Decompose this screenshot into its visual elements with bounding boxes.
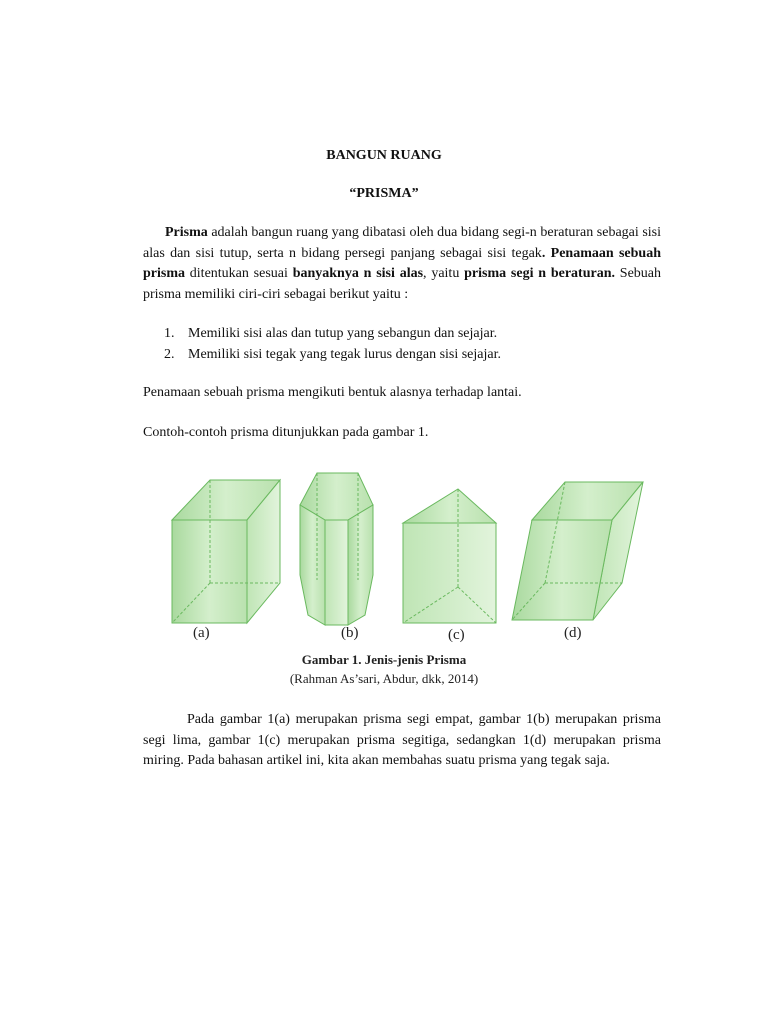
term-penamaan: Penamaan sebuah prisma (143, 245, 662, 281)
prism-b-pentagonal (300, 473, 373, 625)
prism-c-triangular (403, 489, 496, 623)
prism-illustrations (160, 465, 660, 645)
list-item: 2. Memiliki sisi tegak yang tegak lurus dengan sisi sejajar. (164, 346, 501, 362)
prism-a-square (172, 480, 280, 623)
term-prisma-segi-n: prisma segi n beraturan. (464, 266, 616, 281)
label-b: (b) (341, 625, 359, 641)
examples-paragraph: Contoh-contoh prisma ditunjukkan pada gambar 1. (143, 425, 429, 440)
term-banyaknya: banyaknya n sisi alas (292, 266, 424, 281)
naming-paragraph: Penamaan sebuah prisma mengikuti bentuk alasnya terhadap lantai. (143, 385, 522, 400)
prism-d-oblique (512, 482, 643, 620)
label-d: (d) (564, 625, 582, 641)
document-subtitle: “PRISMA” (349, 186, 419, 201)
figure-caption: Gambar 1. Jenis-jenis Prisma (301, 652, 467, 667)
list-item: 1. Memiliki sisi alas dan tutup yang sebangun dan sejajar. (164, 326, 498, 341)
label-c: (c) (448, 627, 465, 643)
label-a: (a) (193, 625, 210, 641)
intro-paragraph: Prisma adalah bangun ruang yang dibatasi oleh dua bidang segi-n beraturan sebagai sisi alas dan sisi tutup, serta n bidang persegi panjang sebagai sisi tegak. Penamaan sebuah prisma ditentukan sesuai banyaknya n sisi alas, yaitu prisma segi n beraturan. Sebuah prisma memiliki ciri-ciri sebagai berikut yaitu : (143, 225, 662, 302)
closing-paragraph: Pada gambar 1(a) merupakan prisma segi empat, gambar 1(b) merupakan prisma segi lima, gambar 1(c) merupakan prisma segitiga, sedangkan 1(d) merupakan prisma miring. Pada bahasan artikel ini, kita akan membahas suatu prisma yang tegak saja. (143, 712, 661, 768)
term-prisma: Prisma (165, 225, 208, 240)
characteristics-list (164, 324, 664, 365)
document-title: BANGUN RUANG (326, 148, 442, 163)
figure-source: (Rahman As’sari, Abdur, dkk, 2014) (289, 671, 479, 686)
